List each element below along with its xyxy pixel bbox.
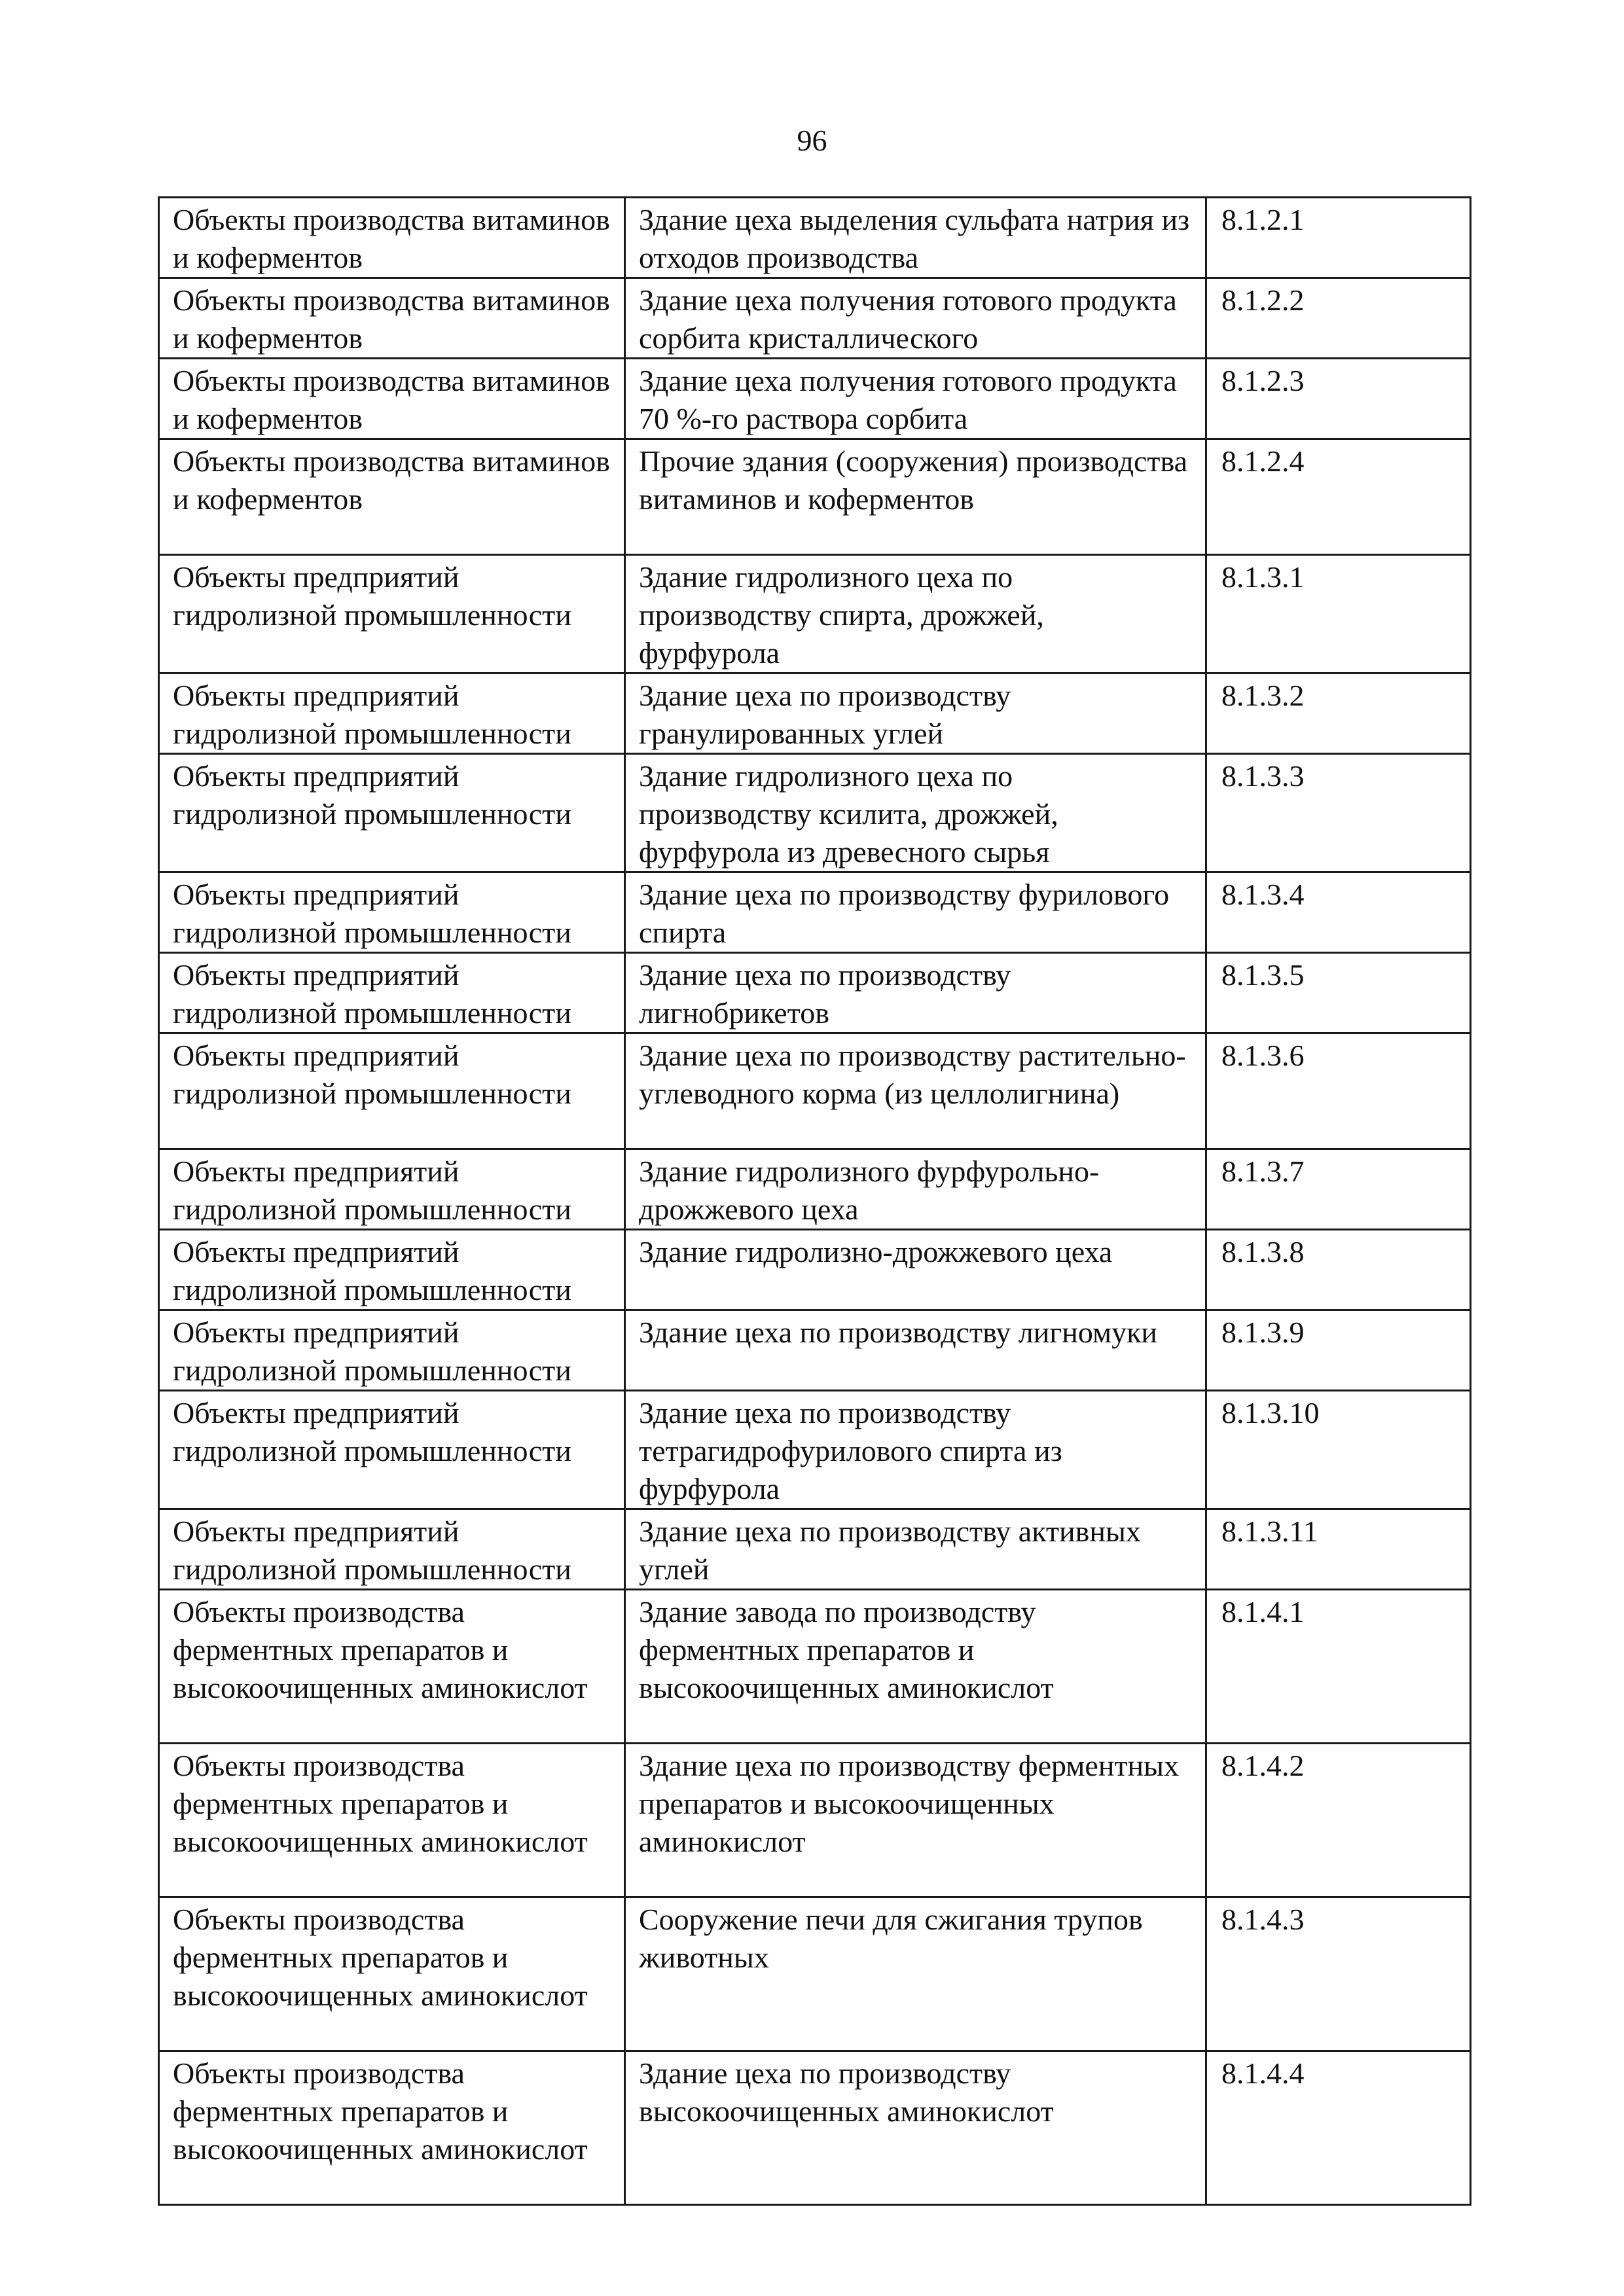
category-cell: Объекты производства витаминов и коферментов [159,278,625,359]
table-row [159,1149,1471,1230]
code-cell: 8.1.2.3 [1206,359,1471,439]
category-cell: Объекты предприятий гидролизной промышленности [159,1033,625,1149]
category-cell: Объекты производства ферментных препаратов и высокоочищенных аминокислот [159,1744,625,1897]
object-cell: Здание цеха по производству активных углей [625,1509,1206,1590]
category-cell: Объекты предприятий гидролизной промышленности [159,1391,625,1509]
object-cell: Здание гидролизного цеха по производству ксилита, дрожжей, фурфурола из древесного сырья [625,754,1206,872]
code-cell: 8.1.2.4 [1206,439,1471,555]
category-cell: Объекты предприятий гидролизной промышленности [159,1310,625,1391]
object-cell: Здание завода по производству ферментных препаратов и высокоочищенных аминокислот [625,1590,1206,1744]
code-cell: 8.1.3.11 [1206,1509,1471,1590]
category-cell: Объекты предприятий гидролизной промышленности [159,673,625,754]
category-cell: Объекты производства витаминов и коферментов [159,198,625,278]
object-cell: Здание цеха по производству растительно-углеводного корма (из целлолигнина) [625,1033,1206,1149]
table-row [159,1230,1471,1310]
object-cell: Здание гидролизно-дрожжевого цеха [625,1230,1206,1310]
object-cell: Здание цеха получения готового продукта сорбита кристаллического [625,278,1206,359]
table-row [159,555,1471,673]
category-cell: Объекты предприятий гидролизной промышленности [159,754,625,872]
table-row [159,1897,1471,2051]
category-cell: Объекты производства витаминов и коферментов [159,359,625,439]
object-cell: Здание цеха по производству гранулированных углей [625,673,1206,754]
object-cell: Здание цеха по производству лигнобрикетов [625,953,1206,1033]
objects-table [158,196,1471,2206]
code-cell: 8.1.3.5 [1206,953,1471,1033]
code-cell: 8.1.2.1 [1206,198,1471,278]
table-row [159,1509,1471,1590]
code-cell: 8.1.3.6 [1206,1033,1471,1149]
code-cell: 8.1.3.8 [1206,1230,1471,1310]
category-cell: Объекты предприятий гидролизной промышленности [159,872,625,953]
code-cell: 8.1.3.3 [1206,754,1471,872]
table-row [159,1310,1471,1391]
table-row [159,754,1471,872]
table-row [159,673,1471,754]
table-row [159,198,1471,278]
category-cell: Объекты предприятий гидролизной промышленности [159,953,625,1033]
category-cell: Объекты производства ферментных препаратов и высокоочищенных аминокислот [159,1897,625,2051]
code-cell: 8.1.4.4 [1206,2051,1471,2205]
page-number: 96 [797,124,827,157]
table-row [159,1744,1471,1897]
category-cell: Объекты производства ферментных препаратов и высокоочищенных аминокислот [159,1590,625,1744]
code-cell: 8.1.3.7 [1206,1149,1471,1230]
table-row [159,359,1471,439]
code-cell: 8.1.3.9 [1206,1310,1471,1391]
code-cell: 8.1.3.4 [1206,872,1471,953]
category-cell: Объекты предприятий гидролизной промышленности [159,1509,625,1590]
object-cell: Сооружение печи для сжигания трупов животных [625,1897,1206,2051]
object-cell: Здание цеха по производству тетрагидрофурилового спирта из фурфурола [625,1391,1206,1509]
table-row [159,1033,1471,1149]
code-cell: 8.1.4.3 [1206,1897,1471,2051]
table-row [159,1590,1471,1744]
table-row [159,2051,1471,2205]
code-cell: 8.1.3.10 [1206,1391,1471,1509]
object-cell: Здание цеха выделения сульфата натрия из отходов производства [625,198,1206,278]
code-cell: 8.1.4.2 [1206,1744,1471,1897]
category-cell: Объекты предприятий гидролизной промышленности [159,1149,625,1230]
object-cell: Здание цеха получения готового продукта 70 %-го раствора сорбита [625,359,1206,439]
category-cell: Объекты предприятий гидролизной промышленности [159,555,625,673]
table-row [159,439,1471,555]
category-cell: Объекты предприятий гидролизной промышленности [159,1230,625,1310]
object-cell: Здание цеха по производству ферментных препаратов и высокоочищенных аминокислот [625,1744,1206,1897]
table-row [159,1391,1471,1509]
code-cell: 8.1.3.2 [1206,673,1471,754]
object-cell: Здание цеха по производству лигномуки [625,1310,1206,1391]
object-cell: Прочие здания (сооружения) производства витаминов и коферментов [625,439,1206,555]
object-cell: Здание цеха по производству высокоочищенных аминокислот [625,2051,1206,2205]
code-cell: 8.1.3.1 [1206,555,1471,673]
table-row [159,872,1471,953]
code-cell: 8.1.4.1 [1206,1590,1471,1744]
category-cell: Объекты производства витаминов и коферментов [159,439,625,555]
object-cell: Здание гидролизного фурфурольно-дрожжевого цеха [625,1149,1206,1230]
object-cell: Здание гидролизного цеха по производству спирта, дрожжей, фурфурола [625,555,1206,673]
category-cell: Объекты производства ферментных препаратов и высокоочищенных аминокислот [159,2051,625,2205]
table-row [159,953,1471,1033]
object-cell: Здание цеха по производству фурилового спирта [625,872,1206,953]
table-row [159,278,1471,359]
code-cell: 8.1.2.2 [1206,278,1471,359]
